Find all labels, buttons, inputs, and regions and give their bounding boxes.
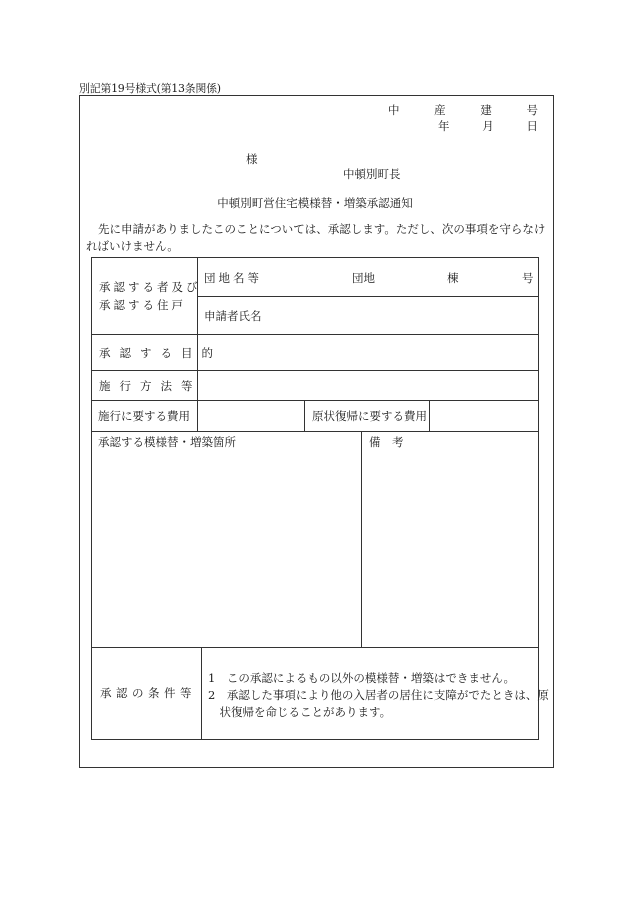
purpose-label: 承認する目的	[99, 346, 222, 360]
row-divider	[197, 296, 539, 297]
row-divider	[92, 400, 539, 401]
approval-table	[91, 257, 549, 740]
construction-cost-label: 施行に要する費用	[98, 409, 190, 423]
number-suffix: 号	[522, 271, 534, 285]
number-char-2: 産	[434, 103, 446, 117]
complex-name-label: 団地名等	[204, 271, 262, 285]
restoration-cost-label: 原状復帰に要する費用	[312, 409, 427, 423]
date-month: 月	[482, 119, 494, 133]
approved-unit-label-line2: 承認する住戸	[99, 298, 186, 312]
row-divider	[92, 334, 539, 335]
condition-2-continued: 状復帰を命じることがあります。	[208, 705, 392, 719]
date-day: 日	[526, 119, 538, 133]
date-line	[438, 118, 538, 134]
condition-2: 2 承認した事項により他の入居者の居住に支障がでたときは、原	[208, 688, 549, 702]
notice-body-text: 先に申請がありましたこのことについては、承認します。ただし、次の事項を守らなければいけません。	[86, 222, 546, 253]
complex-suffix: 団地	[352, 271, 375, 285]
number-char-3: 建	[480, 103, 492, 117]
column-divider	[361, 431, 362, 647]
document-title: 中頓別町営住宅模様替・増築承認通知	[217, 196, 413, 210]
row-divider	[92, 647, 539, 648]
number-char-1: 中	[388, 103, 400, 117]
document-number-line	[388, 102, 538, 118]
method-label: 施行方法等	[99, 379, 202, 393]
conditions-label: 承認の条件等	[100, 686, 196, 700]
column-divider	[429, 400, 430, 431]
row-divider	[92, 431, 539, 432]
remarks-label: 備 考	[369, 435, 404, 449]
building-suffix: 棟	[447, 271, 459, 285]
column-divider	[304, 400, 305, 431]
addressee-suffix: 様	[246, 152, 258, 166]
number-char-4: 号	[526, 103, 538, 117]
condition-1: 1 この承認によるもの以外の模様替・増築はできません。	[208, 671, 516, 685]
issuer-name: 中頓別町長	[343, 167, 401, 181]
locations-label: 承認する模様替・増築箇所	[98, 435, 236, 449]
approved-unit-label-line1: 承認する者及び	[99, 280, 201, 294]
applicant-name-label: 申請者氏名	[204, 309, 262, 323]
date-year: 年	[438, 119, 450, 133]
column-divider	[201, 647, 202, 740]
row-divider	[92, 370, 539, 371]
form-number-label: 別記第19号様式(第13条関係)	[79, 82, 221, 95]
